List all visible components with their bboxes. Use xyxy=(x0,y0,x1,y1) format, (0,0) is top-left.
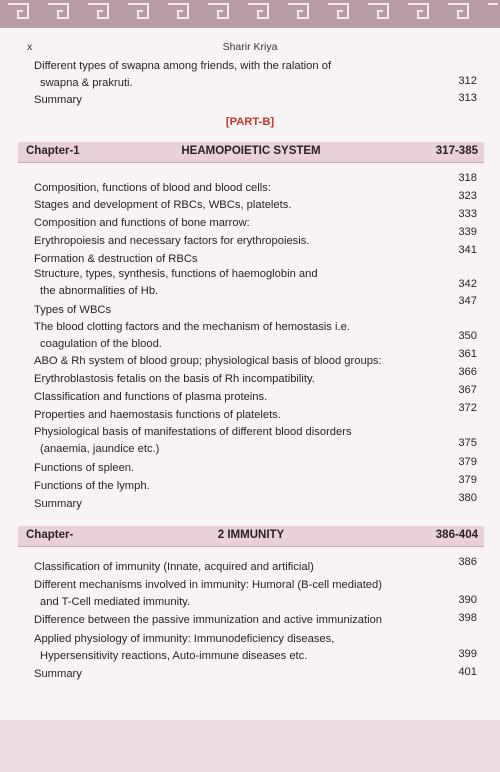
toc-entry: Physiological basis of manifestations of different blood disorders (anaemia, jaundice etc.) xyxy=(34,426,352,455)
page-number: 361 xyxy=(458,348,477,360)
toc-entry: Functions of spleen. xyxy=(34,462,135,474)
chapter-heading xyxy=(18,526,484,547)
toc-entry: Properties and haemostasis functions of platelets. xyxy=(34,409,281,421)
page-number: 367 xyxy=(458,384,477,396)
chapter-page-range: 317-385 xyxy=(435,145,478,157)
part-label: [PART-B] xyxy=(225,116,275,128)
chapter-title: HEAMOPOIETIC SYSTEM xyxy=(181,145,321,157)
decorative-border xyxy=(0,0,500,28)
page-number: 323 xyxy=(458,190,477,202)
toc-entry: Stages and development of RBCs, WBCs, platelets. xyxy=(34,199,292,211)
page-bottom-margin xyxy=(0,720,500,772)
toc-entry: ABO & Rh system of blood group; physiological basis of blood groups: xyxy=(34,355,382,367)
toc-entry: Functions of the lymph. xyxy=(34,480,150,492)
toc-entry: Classification of immunity (Innate, acquired and artificial) xyxy=(34,561,314,573)
toc-entry: Composition and functions of bone marrow: xyxy=(34,217,250,229)
page-number: 398 xyxy=(458,612,477,624)
contents-page xyxy=(0,28,500,772)
toc-entry: Different types of swapna among friends, with the ralation of swapna & prakruti. xyxy=(34,60,332,89)
page-number: 401 xyxy=(458,666,477,678)
page-number: 318 xyxy=(458,172,477,184)
running-title: Sharir Kriya xyxy=(222,41,278,53)
page-number: 390 xyxy=(458,594,477,606)
page-number: 366 xyxy=(458,366,477,378)
page-number: 399 xyxy=(458,648,477,660)
close-mark: x xyxy=(27,41,33,53)
toc-entry: The blood clotting factors and the mechanism of hemostasis i.e. coagulation of the blood. xyxy=(34,321,350,350)
page-number: 341 xyxy=(458,244,477,256)
page-number: 347 xyxy=(458,295,477,307)
chapter-heading xyxy=(18,142,484,163)
toc-entry: Summary xyxy=(34,668,82,680)
toc-entry: Types of WBCs xyxy=(34,304,112,316)
toc-entry: Different mechanisms involved in immunity: Humoral (B-cell mediated) and T-Cell mediated immunity. xyxy=(34,579,382,608)
page-number: 342 xyxy=(458,278,477,290)
toc-entry: Difference between the passive immunization and active immunization xyxy=(34,614,383,626)
running-header xyxy=(0,40,500,56)
chapter-label: Chapter-1 xyxy=(26,145,80,157)
toc-entry: Structure, types, synthesis, functions of haemoglobin and the abnormalities of Hb. xyxy=(34,268,318,297)
toc-entry: Summary xyxy=(34,94,82,106)
page-number: 379 xyxy=(458,474,477,486)
chapter-page-range: 386-404 xyxy=(435,529,478,541)
page-number: 375 xyxy=(458,437,477,449)
page-number: 333 xyxy=(458,208,477,220)
toc-entry: Formation & destruction of RBCs xyxy=(34,253,198,265)
page-number: 380 xyxy=(458,492,477,504)
toc-entry: Erythropoiesis and necessary factors for erythropoiesis. xyxy=(34,235,310,247)
toc-entry: Composition, functions of blood and blood cells: xyxy=(34,182,271,194)
page-number: 386 xyxy=(458,556,477,568)
chapter-title: 2 IMMUNITY xyxy=(217,529,285,541)
toc-entry: Applied physiology of immunity: Immunodeficiency diseases, Hypersensitivity reactions, Auto-immune diseases etc. xyxy=(34,633,335,662)
toc-entry: Summary xyxy=(34,498,82,510)
toc-entry: Classification and functions of plasma proteins. xyxy=(34,391,268,403)
page-number: 339 xyxy=(458,226,477,238)
chapter-label: Chapter- xyxy=(26,529,74,541)
page-number: 313 xyxy=(458,92,477,104)
page-number: 379 xyxy=(458,456,477,468)
page-number: 350 xyxy=(458,330,477,342)
page-number: 372 xyxy=(458,402,477,414)
toc-entry: Erythroblastosis fetalis on the basis of Rh incompatibility. xyxy=(34,373,315,385)
page-number: 312 xyxy=(458,75,477,87)
